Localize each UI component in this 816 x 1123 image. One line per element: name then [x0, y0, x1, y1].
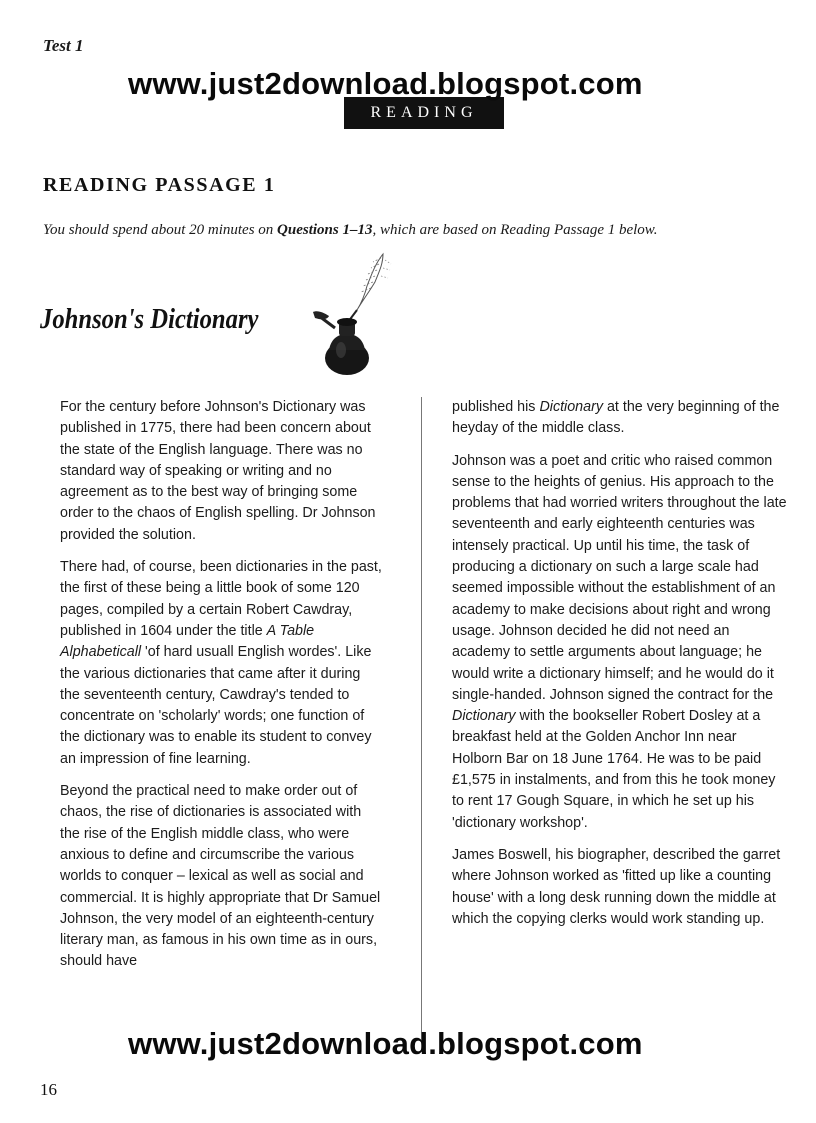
inkwell-quill-icon	[305, 250, 395, 378]
book-title-dictionary: Dictionary	[539, 399, 603, 415]
paragraph-2-text-a: There had, of course, been dictionaries in the past, the first of these being a little book of some 120 pages, compiled by a certain Robert Cawdray, published in 1604 under the title	[60, 559, 382, 639]
book-title-table-alphabeticall: A Table Alphabeticall	[60, 622, 315, 661]
test-label: Test 1	[43, 36, 84, 55]
column-divider	[421, 397, 422, 1052]
instructions	[43, 220, 783, 240]
paragraph-4-text-b: at the very beginning of the heyday of the middle class.	[452, 399, 780, 437]
article-column-right	[452, 397, 788, 941]
book-title-dictionary-2: Dictionary	[452, 708, 516, 725]
article-title: Johnson's Dictionary	[40, 303, 259, 335]
paragraph-2-text-b: 'of hard usuall English wordes'. Like the various dictionaries that came after it during the seventeenth century, Cawdray's tended to concentrate on 'scholarly' words; one function of the dictionary was to enable its student to convey an impression of fine learning.	[60, 644, 372, 767]
paragraph-5-text-a: Johnson was a poet and critic who raised common sense to the heights of genius. His approach to the problems that had worried writers throughout the late seventeenth and early eighteenth centuries was intensely practical. Up until his time, the task of producing a dictionary on such a large scale had seemed impossible without the establishment of an academy to make decisions about right and wrong usage. Johnson decided he did not need an academy to settle arguments about language; he would write a dictionary himself; and he would do it single-handed. Johnson signed the contract for the	[452, 452, 787, 703]
instructions-questions: Questions 1–13	[277, 222, 373, 238]
paragraph-1: For the century before Johnson's Dictionary was published in 1775, there had been concern about the state of the English language. There was no standard way of speaking or writing and no agreement as to the best way of bringing some order to the chaos of English spelling. Dr Johnson provided the solution.	[60, 399, 376, 543]
paragraph-2	[60, 557, 382, 770]
watermark-bottom[interactable]: www.just2download.blogspot.com	[128, 1026, 643, 1061]
inkwell-body	[313, 311, 369, 375]
watermark-top[interactable]: www.just2download.blogspot.com	[128, 66, 643, 101]
instructions-text-2: , which are based on Reading Passage 1 below.	[372, 222, 658, 238]
paragraph-4-text-a: published his	[452, 399, 540, 415]
article-column-left	[60, 397, 382, 984]
paragraph-5-text-b: with the bookseller Robert Dosley at a breakfast held at the Golden Anchor Inn near Holborn Bar on 18 June 1764. He was to be paid £1,575 in instalments, and from this he took money to rent 17 Gough Square, in which he set up his 'dictionary workshop'.	[452, 708, 776, 831]
passage-title: READING PASSAGE 1	[43, 174, 276, 196]
page-number: 16	[40, 1080, 57, 1099]
paragraph-4	[452, 397, 788, 440]
paragraph-6: James Boswell, his biographer, described the garret where Johnson worked as 'fitted up like a counting house' with a long desk running down the middle at which the copying clerks would work standing up.	[452, 846, 781, 927]
paragraph-3: Beyond the practical need to make order out of chaos, the rise of dictionaries is associated with the rise of the English middle class, who were anxious to define and circumscribe the various worlds to conquer – lexical as well as social and commercial. It is highly appropriate that Dr Samuel Johnson, the very model of an eighteenth-century literary man, as famous in his own time as in ours, should have	[60, 783, 381, 970]
instructions-text-1: You should spend about 20 minutes on	[43, 222, 278, 238]
quill-feather	[345, 254, 391, 326]
section-badge: READING	[344, 97, 504, 129]
paragraph-5	[452, 451, 788, 834]
